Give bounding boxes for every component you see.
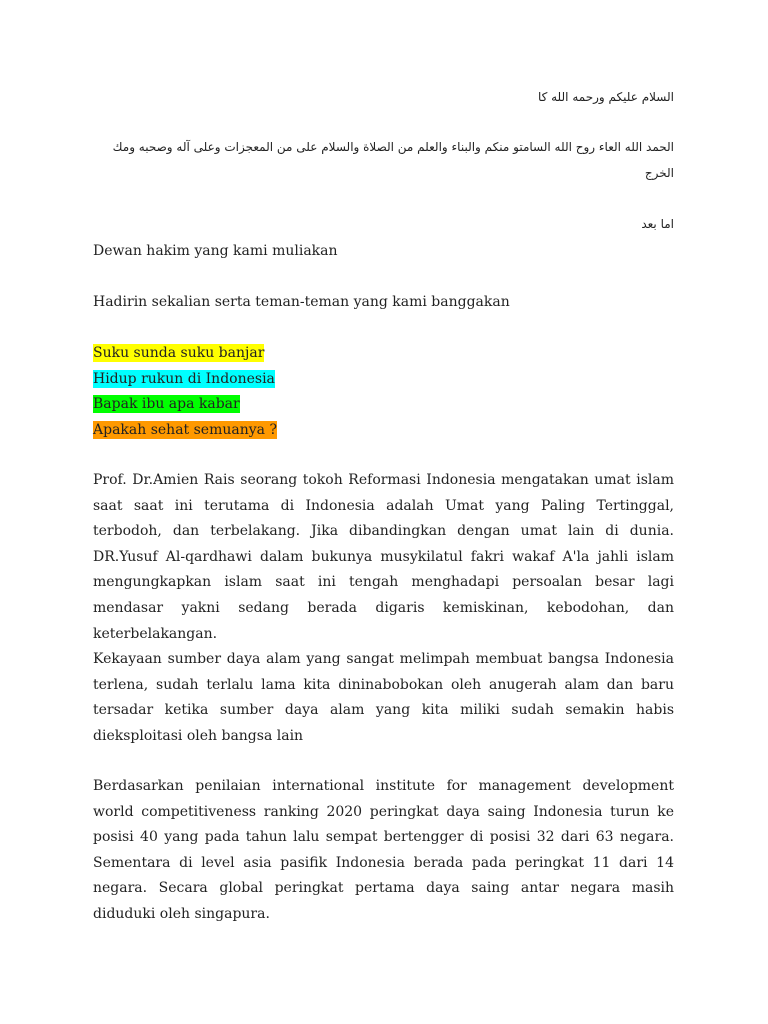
arabic-hamdalah: الحمد الله العاء روح الله السامتو منكم والبناء والعلم من الصلاة والسلام على من المعجزات وعلى آله وصحبه ومك الخرج [112, 140, 674, 180]
arabic-salam: السلام عليكم ورحمه الله كا [537, 90, 674, 104]
pantun-highlight: Bapak ibu apa kabar [93, 396, 240, 412]
pantun-line-4 [93, 417, 277, 443]
pantun-line-2 [93, 366, 275, 392]
paragraph-sumber-daya: Kekayaan sumber daya alam yang sangat melimpah membuat bangsa Indonesia terlena, sudah terlalu lama kita dininabobokan oleh anugerah alam dan baru tersadar ketika sumber daya alam yang kita miliki sudah semakin habis dieksploitasi oleh bangsa lain [93, 651, 674, 744]
greeting-hadirin: Hadirin sekalian serta teman-teman yang kami banggakan [93, 294, 510, 310]
pantun-highlight: Suku sunda suku banjar [93, 345, 265, 361]
greeting-dewan: Dewan hakim yang kami muliakan [93, 243, 338, 259]
pantun-line-3 [93, 391, 240, 417]
paragraph-daya-saing: Berdasarkan penilaian international institute for management development world competitiveness ranking 2020 peringkat daya saing Indonesia turun ke posisi 40 yang pada tahun lalu sempat bertengger di posisi 32 dari 63 negara. Sementara di level asia pasifik Indonesia berada pada peringkat 11 dari 14 negara. Secara global peringkat pertama daya saing antar negara masih diduduki oleh singapura. [93, 778, 674, 922]
pantun-highlight: Hidup rukun di Indonesia [93, 371, 275, 387]
arabic-amma-badu: اما بعد [641, 217, 674, 231]
pantun-highlight: Apakah sehat semuanya ? [93, 422, 277, 438]
paragraph-amien-rais: Prof. Dr.Amien Rais seorang tokoh Reformasi Indonesia mengatakan umat islam saat saat ini terutama di Indonesia adalah Umat yang Paling Tertinggal, terbodoh, dan terbelakang. Jika dibandingkan dengan umat lain di dunia. DR.Yusuf Al-qardhawi dalam bukunya musykilatul fakri wakaf A'la jahli islam mengungkapkan islam saat ini tengah menghadapi persoalan besar lagi mendasar yakni sedang berada digaris kemiskinan, kebodohan, dan keterbelakangan. [93, 472, 674, 642]
pantun-line-1 [93, 340, 264, 366]
